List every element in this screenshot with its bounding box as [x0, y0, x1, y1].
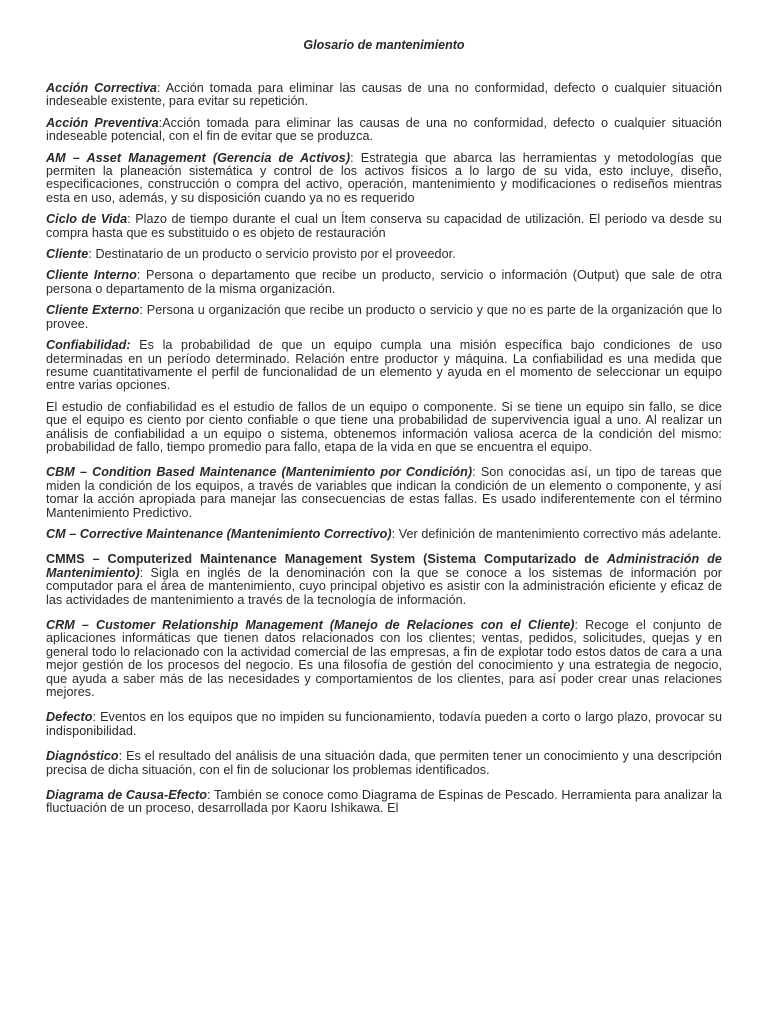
entry-separator: :: [472, 465, 481, 480]
entry-term: Acción Correctiva: [46, 81, 157, 95]
entry-definition: Acción tomada para eliminar las causas de una no conformidad, defecto o cualquier situación indeseable potencial, con el fin de evitar que se produzca.: [46, 115, 722, 144]
entry-term-upright: CMMS – Computerized Maintenance Management System (Sistema Computarizado de: [46, 552, 607, 567]
entry-accion-correctiva: [46, 82, 722, 109]
entry-cmms: [46, 553, 722, 607]
entry-crm: [46, 619, 722, 699]
entry-separator: :: [139, 565, 151, 580]
entry-term: Cliente Externo: [46, 303, 140, 318]
entry-separator: :: [127, 212, 136, 227]
entry-term: AM – Asset Management (Gerencia de Activos): [46, 150, 351, 165]
entry-term: Diagnóstico: [46, 749, 119, 764]
entry-confiabilidad-estudio: [46, 401, 722, 455]
entry-cm: [46, 528, 722, 541]
entry-term: Defecto: [46, 710, 93, 725]
entry-separator: :: [88, 247, 96, 262]
entry-definition: Sigla en inglés de la denominación con la que se conoce a los sistemas de información por computador para el área de mantenimiento, cuyo principal objetivo es asistir con la administración eficiente y eficaz de las actividades de mantenimiento a través de la tecnología de información.: [46, 565, 722, 607]
entry-cliente-externo: [46, 304, 722, 331]
entry-separator: :: [206, 788, 214, 803]
entry-term: Cliente: [46, 247, 89, 262]
entry-definition: Eventos en los equipos que no impiden su funcionamiento, todavía pueden a corto o largo plazo, provocar su indisponibilidad.: [46, 710, 723, 738]
entry-definition: Estrategia que abarca las herramientas y metodologías que permiten la planeación sistemática y control de los activos físicos a lo largo de su vida, esto incluye, diseño, especificaciones, construcción o compra del activo, operación, mantenimiento y modificaciones o rediseños mientras esta en uso, además, y su disposición cuando ya no es requerido: [46, 150, 722, 205]
entry-cbm: [46, 466, 722, 520]
entry-term: Confiabilidad:: [46, 338, 131, 353]
entry-definition: Es la probabilidad de que un equipo cumpla una misión específica bajo condiciones de uso determinadas en un período determinado. Relación entre productor y máquina. La confiabilidad es una medida que resume cuantitativamente el perfil de funcionalidad de un elemento y ayuda en el momento de seleccionar un equipo entre varias opciones.: [46, 338, 722, 393]
entry-definition: También se conoce como Diagrama de Espinas de Pescado. Herramienta para analizar la fluctuación de un proceso, desarrollada por Kaoru Ishikawa. El: [46, 788, 722, 816]
entry-definition: Acción tomada para eliminar las causas de una no conformidad, defecto o cualquier situación indeseable existente, para evitar su repetición.: [46, 81, 722, 109]
entry-term: Administración de Mantenimiento): [46, 552, 722, 580]
entry-separator: :: [574, 618, 586, 632]
entry-defecto: [46, 711, 722, 738]
entry-definition: Persona o departamento que recibe un producto, servicio o información (Output) que sale de otra persona o departamento de la misma organización.: [46, 268, 722, 296]
entry-term: Ciclo de Vida: [46, 212, 128, 227]
entry-definition: Destinatario de un producto o servicio provisto por el proveedor.: [95, 247, 456, 262]
entry-separator: :: [158, 115, 163, 130]
entry-separator: :: [118, 749, 127, 764]
entry-cliente: [46, 248, 722, 261]
entry-term: CRM – Customer Relationship Management (Manejo de Relaciones con el Cliente): [46, 618, 575, 632]
entry-asset-management: [46, 152, 722, 206]
entry-term: Acción Preventiva: [46, 115, 159, 130]
entry-accion-preventiva: [46, 117, 722, 144]
entry-separator: :: [156, 81, 166, 95]
entry-confiabilidad: [46, 339, 722, 393]
entry-diagnostico: [46, 750, 722, 777]
entry-definition: Son conocidas así, un tipo de tareas que miden la condición de los equipos, a través de variables que indican la condición de un elemento o componente, y así tomar la acción apropiada para manejar las consecuencias de estas fallas. Es usado indiferentemente con el término Mantenimiento Predictivo.: [46, 465, 722, 520]
entry-separator: :: [92, 710, 101, 725]
entry-definition: Ver definición de mantenimiento correctivo más adelante.: [398, 526, 722, 541]
entry-term: Cliente Interno: [46, 268, 137, 283]
document-title: Glosario de mantenimiento: [303, 38, 465, 52]
entry-cliente-interno: [46, 269, 722, 296]
entry-definition: El estudio de confiabilidad es el estudio de fallos de un equipo o componente. Si se tiene un equipo sin fallo, se dice que el equipo es ciento por ciento confiable o que tiene una probabilidad de supervivencia igual a uno. Al realizar un análisis de confiabilidad a un equipo o sistema, obtenemos información valiosa acerca de la condición del mismo: probabilidad de fallo, tiempo promedio para fallo, etapa de la vida en que se encuentra el equipo.: [46, 399, 722, 454]
entry-definition: Recoge el conjunto de aplicaciones informáticas que tienen datos relacionados con los clientes; ventas, pedidos, solicitudes, quejas y en general todo lo relacionado con la actividad comercial de las empresas, a fin de explotar todo estos datos de cara a una mejor gestión de los procesos del negocio. Es una filosofía de gestión del conocimiento y una estrategia de negocio, que ayuda a saber más de las necesidades y comportamientos de los clientes, para así poder crear unas relaciones mejores.: [46, 618, 722, 700]
entry-definition: Persona u organización que recibe un producto o servicio y que no es parte de la organización que lo provee.: [46, 303, 723, 331]
entry-term: Diagrama de Causa-Efecto: [46, 788, 207, 803]
entry-term: CM – Corrective Maintenance (Mantenimiento Correctivo): [46, 526, 392, 541]
entry-definition: Plazo de tiempo durante el cual un Ítem conserva su capacidad de utilización. El periodo va desde su compra hasta que es substituido o es objeto de restauración: [46, 212, 722, 240]
entry-separator: :: [391, 526, 399, 541]
entry-separator: :: [136, 268, 147, 283]
entry-separator: :: [350, 150, 361, 165]
entry-ciclo-de-vida: [46, 213, 722, 240]
entry-definition: Es el resultado del análisis de una situación dada, que permiten tener un conocimiento y una descripción precisa de dicha situación, con el fin de solucionar los problemas identificados.: [46, 749, 722, 777]
entry-diagrama-causa-efecto: [46, 789, 722, 816]
entry-term: CBM – Condition Based Maintenance (Mantenimiento por Condición): [46, 465, 473, 480]
entry-separator: :: [139, 303, 147, 318]
document-page: [46, 0, 722, 824]
entry-separator: [131, 338, 140, 352]
